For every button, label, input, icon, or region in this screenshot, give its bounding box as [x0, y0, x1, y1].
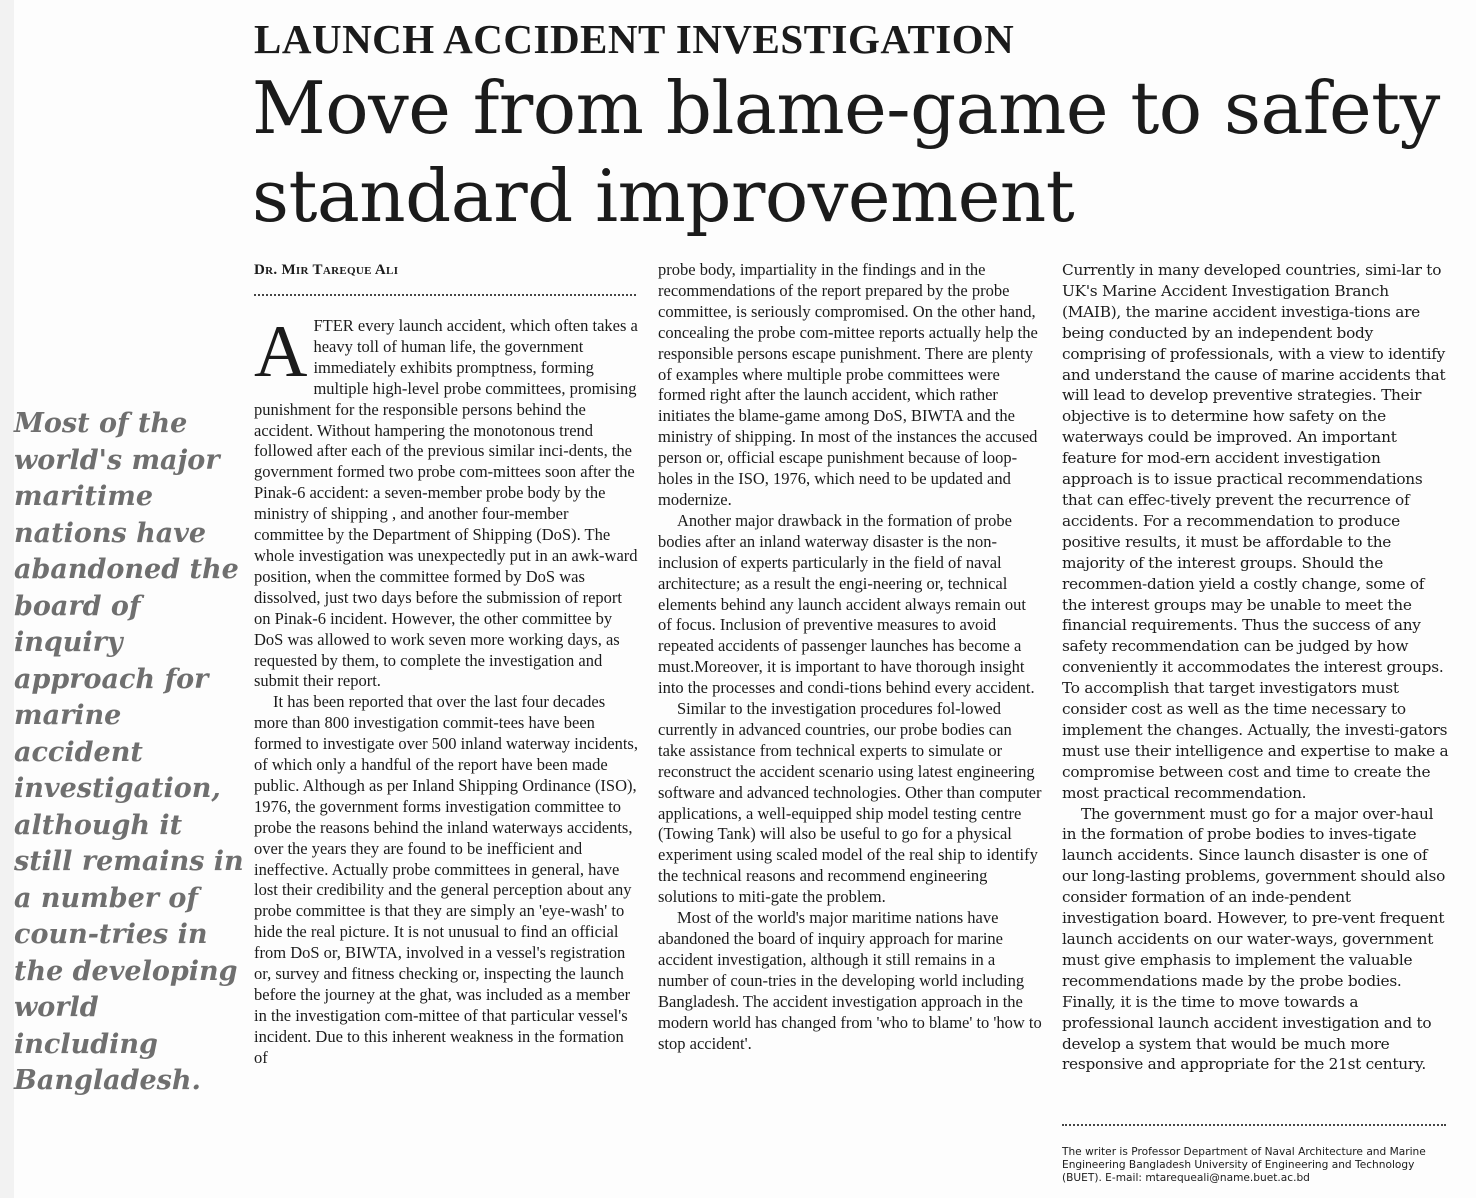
article-column-2 — [658, 260, 1042, 1054]
byline-divider — [254, 294, 636, 296]
headline: Move from blame-game to safety standard improvement — [252, 66, 1440, 238]
article-paragraph: AFTER every launch accident, which often takes a heavy toll of human life, the government immediately exhibits promptness, forming multiple high-level probe committees, promising punishment for the responsible persons behind the accident. Without hampering the monotonous trend followed after each of the previous similar inci-dents, the government formed two probe com-mittees soon after the Pinak-6 accident: a seven-member probe body by the ministry of shipping , and another four-member committee by the Department of Shipping (DoS). The whole investigation was unexpectedly put in an awk-ward position, when the committee formed by DoS was dissolved, just two days before the submission of report on Pinak-6 incident. However, the other committee by DoS was allowed to work seven more working days, as requested by them, to complete the investigation and submit their report. — [254, 311, 638, 691]
byline: Dr. Mir Tareque Ali — [254, 262, 399, 278]
drop-cap: A — [254, 311, 308, 393]
page-margin-strip — [0, 0, 14, 1198]
article-paragraph: The government must go for a major over-haul in the formation of probe bodies to inves-tigate launch accidents. Since launch disaster is one of our long-lasting problems, government should also consider formation of an inde-pendent investigation board. However, to pre-vent frequent launch accidents on our water-ways, government must give emphasis to implement the valuable recommendations made by the probe bodies. Finally, it is the time to move towards a professional launch accident investigation and to develop a system that would be much more responsive and appropriate for the 21st century. — [1062, 804, 1446, 1074]
article-paragraph: probe body, impartiality in the findings and in the recommendations of the report prepared by the probe committee, is seriously compromised. On the other hand, concealing the probe com-mittee reports actually help the responsible persons escape punishment. There are plenty of examples where multiple probe committees were formed right after the launch accident, which rather initiates the blame-game among DoS, BIWTA and the ministry of shipping. In most of the instances the accused person or, official escape punishment because of loop-holes in the ISO, 1976, which need to be updated and modernize. — [658, 260, 1038, 509]
article-paragraph: Currently in many developed countries, simi-lar to UK's Marine Accident Investigation Branch (MAIB), the marine accident investiga-tions are being conducted by an independent body comprising of professionals, with a view to identify and understand the cause of marine accidents that will lead to develop preventive strategies. Their objective is to determine how safety on the waterways could be improved. An important feature for mod-ern accident investigation approach is to issue practical recommendations that can effec-tively prevent the recurrence of accidents. For a recommendation to produce positive results, it must be affordable to the majority of the interest groups. Should the recommen-dation yield a costly change, some of the interest groups may be unable to meet the financial requirements. Thus the success of any safety recommendation can be judged by how conveniently it accommodates the interest groups. To accomplish that target investigators must consider cost as well as the time necessary to implement the changes. Actually, the investi-gators must use their intelligence and expertise to make a compromise between cost and time to create the most practical recommendation. — [1062, 261, 1449, 802]
article-column-3 — [1062, 260, 1450, 1075]
article-paragraph: Most of the world's major maritime nations have abandoned the board of inquiry approach for marine accident investigation, although it still remains in a number of coun-tries in the developing world including Bangladesh. The accident investigation approach in the modern world has changed from 'who to blame' to 'how to stop accident'. — [658, 908, 1042, 1053]
article-paragraph: Another major drawback in the formation of probe bodies after an inland waterway disaster is the non-inclusion of experts particularly in the field of naval architecture; as a result the engi-neering or, technical elements behind any launch accident always remain out of focus. Inclusion of preventive measures to avoid repeated accidents of passenger launches has become a must.Moreover, it is important to have thorough insight into the processes and condi-tions behind every accident. — [658, 510, 1035, 698]
author-note-divider — [1062, 1124, 1446, 1126]
article-column-1 — [254, 311, 638, 1069]
pull-quote: Most of the world's major maritime nations have abandoned the board of inquiry approach for marine accident investigation, although it still remains in a number of coun-tries in the developing world including Bangladesh. — [14, 408, 244, 1096]
section-kicker: LAUNCH ACCIDENT INVESTIGATION — [254, 16, 1015, 62]
article-paragraph: It has been reported that over the last four decades more than 800 investigation commit-tees have been formed to investigate over 500 inland waterway incidents, of which only a handful of the report have been made public. Although as per Inland Shipping Ordinance (ISO), 1976, the government forms investigation committee to probe the reasons behind the inland waterways accidents, over the years they are found to be inefficient and ineffective. Actually probe committees in general, have lost their credibility and the general perception about any probe committee is that they are simply an 'eye-wash' to hide the real picture. It is not unusual to find an official from DoS or, BIWTA, involved in a vessel's registration or, survey and fitness checking or, inspecting the launch before the journey at the ghat, was included as a member in the investigation com-mittee of that particular vessel's incident. Due to this inherent weakness in the formation of — [254, 692, 638, 1067]
article-paragraph: Similar to the investigation procedures fol-lowed currently in advanced countries, our probe bodies can take assistance from technical experts to simulate or reconstruct the accident scenario using latest engineering software and advanced technologies. Other than computer applications, a well-equipped ship model testing centre (Towing Tank) will also be useful to go for a physical experiment using scaled model of the real ship to identify the technical reasons and recommend engineering solutions to miti-gate the problem. — [658, 699, 1042, 907]
author-note: The writer is Professor Department of Naval Architecture and Marine Engineering Bangladesh University of Engineering and Technology (BUET). E-mail: mtarequeali@name.buet.ac.bd — [1062, 1146, 1426, 1185]
